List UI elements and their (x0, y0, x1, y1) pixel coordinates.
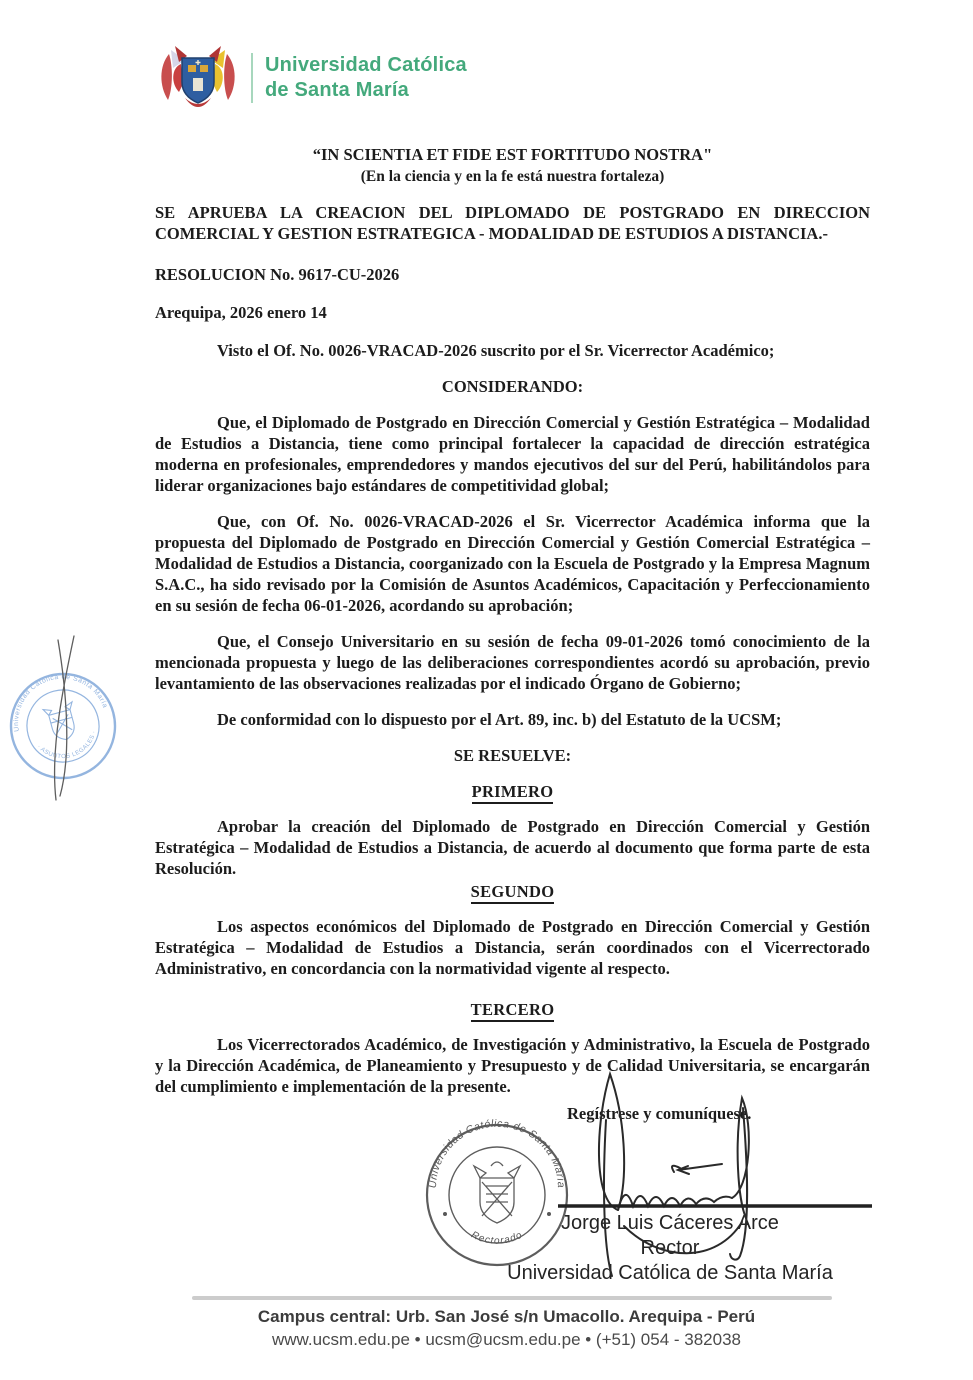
se-resuelve-heading: SE RESUELVE: (453, 746, 572, 765)
university-name-line2: de Santa María (265, 79, 409, 101)
motto-latin: “IN SCIENTIA ET FIDE EST FORTITUDO NOSTRA" (312, 145, 713, 164)
considerando-paragraph: Que, el Consejo Universitario en su sesión de fecha 09-01-2026 tomó conocimiento de la mencionada propuesta y luego de las deliberaciones correspondientes acordó su aprobación, previo levantamiento de las observaciones realizadas por el indicado Órgano de Gobierno; (155, 632, 870, 693)
document-footer (20, 1306, 973, 1351)
footer-contact: www.ucsm.edu.pe • ucsm@ucsm.edu.pe • (+51) 054 - 382038 (271, 1330, 742, 1349)
article-heading-primero: PRIMERO (155, 781, 870, 802)
ucsm-coat-of-arms-icon (155, 38, 241, 118)
considerando-paragraph: Que, con Of. No. 0026-VRACAD-2026 el Sr. Vicerrector Académica informa que la propuesta del Diplomado de Postgrado en Dirección Comercial y Gestión Comercial Estratégica – Modalidad de Estudios a Distancia, coorganizado con la Escuela de Postgrado y la Empresa Magnum S.A.C., ha sido revisado por la Comisión de Asuntos Académicos, Capacitación y Perfeccionamiento en su sesión de fecha 06-01-2026, acordando su aprobación; (155, 512, 870, 615)
footer-address: Campus central: Urb. San José s/n Umacollo. Arequipa - Perú (257, 1307, 756, 1326)
university-name-line1: Universidad Católica (265, 54, 467, 76)
article-body-tercero: Los Vicerrectorados Académico, de Investigación y Administrativo, la Escuela de Postgrado y la Dirección Académica, de Planeamiento y Presupuesto y de Calidad Universitaria, se encargarán del cumplimiento e implementación de la presente. (155, 1035, 870, 1096)
signer-role: Rector (640, 1237, 700, 1259)
legal-stamp-bottom-text: · ASUNTOS LEGALES · (35, 730, 98, 761)
legal-stamp-crest-icon (43, 702, 81, 744)
conformidad-line: De conformidad con lo dispuesto por el Art. 89, inc. b) del Estatuto de la UCSM; (217, 710, 782, 729)
visto-line: Visto el Of. No. 0026-VRACAD-2026 suscrito por el Sr. Vicerrector Académico; (217, 341, 775, 360)
legal-blue-stamp (0, 628, 140, 808)
article-body-segundo: Los aspectos económicos del Diplomado de Postgrado en Dirección Comercial y Gestión Estratégica – Modalidad de Estudios a Distancia, serán coordinados con el Vicerrectorado Administrativo, en concordancia con la normatividad vigente al respecto. (155, 917, 870, 978)
signer-institution: Universidad Católica de Santa María (507, 1262, 833, 1284)
rector-signature-strokes (540, 1060, 880, 1290)
university-name (265, 53, 467, 103)
article-heading-segundo: SEGUNDO (155, 881, 870, 902)
article-body-primero: Aprobar la creación del Diplomado de Postgrado en Dirección Comercial y Gestión Estratégica – Modalidad de Estudios a Distancia, de acuerdo al documento que forma parte de esta Resolución. (155, 817, 870, 878)
legal-stamp-ring-text: Universidad Católica de Santa María (13, 673, 109, 733)
document-body (155, 118, 870, 1124)
signer-name: Jorge Luis Cáceres Arce (561, 1212, 779, 1234)
considerando-heading: CONSIDERANDO: (441, 377, 584, 396)
closing-formula: Regístrese y comuníquese. (567, 1104, 752, 1123)
footer-divider (192, 1296, 832, 1300)
considerando-paragraph: Que, el Diplomado de Postgrado en Dirección Comercial y Gestión Estratégica – Modalidad de Estudios a Distancia, tiene como principal fortalecer la capacidad de dirección estratégica moderna en profesionales, emprendedores y mandos ejecutivos del sur del Perú, habilitándolos para liderar organizaciones bajo estándares de competitividad global; (155, 413, 870, 495)
article-heading-tercero: TERCERO (155, 999, 870, 1020)
motto-spanish: (En la ciencia y en la fe está nuestra fortaleza) (360, 168, 665, 185)
place-date: Arequipa, 2026 enero 14 (155, 303, 327, 322)
logo-divider (251, 53, 253, 103)
rectorado-stamp-bottom-text: Rectorado (469, 1229, 525, 1247)
document-header (155, 38, 467, 118)
resolution-number: RESOLUCION No. 9617-CU-2026 (155, 265, 400, 284)
approval-title: SE APRUEBA LA CREACION DEL DIPLOMADO DE POSTGRADO EN DIRECCION COMERCIAL Y GESTION ESTRATEGICA - MODALIDAD DE ESTUDIOS A DISTANCIA.- (155, 203, 870, 243)
rectorado-stamp-ring-text: Universidad Católica de Santa María (426, 1118, 568, 1189)
